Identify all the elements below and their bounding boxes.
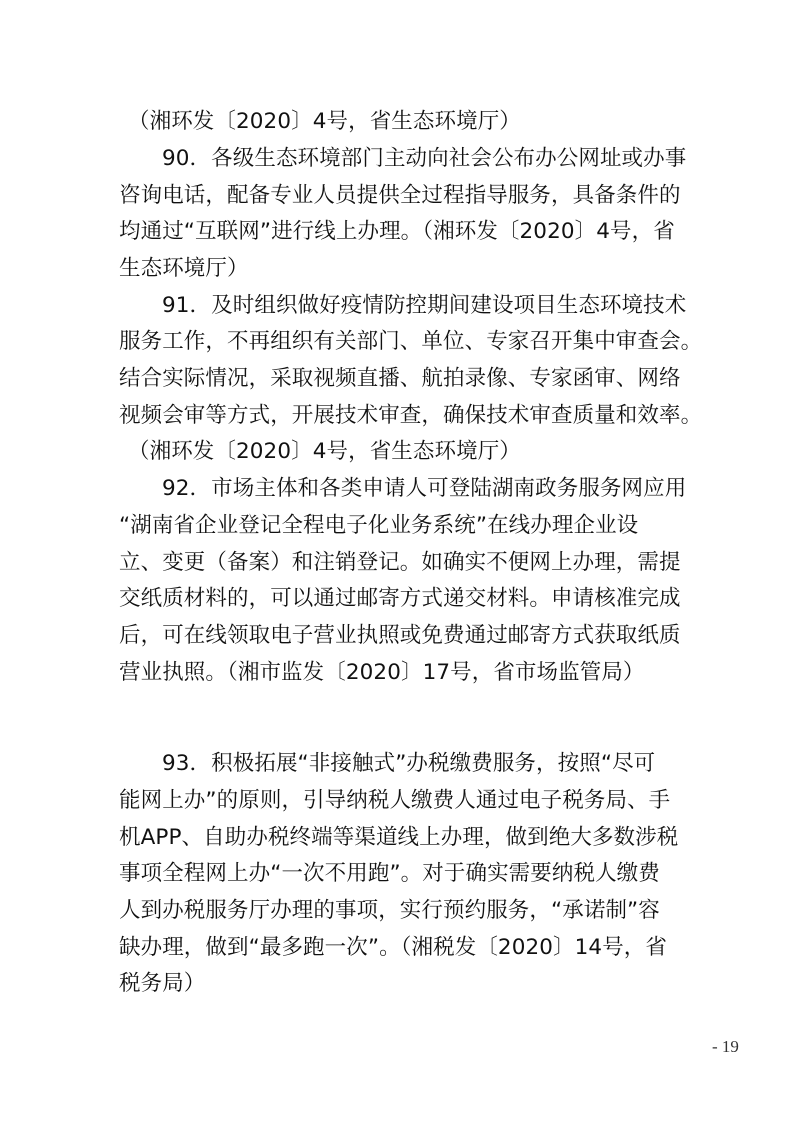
text-line: 后，可在线领取电子营业执照或免费通过邮寄方式获取纸质	[119, 623, 681, 648]
text-line: 均通过“互联网”进行线上办理。（湘环发〔2020〕4号，省	[119, 219, 675, 244]
text-line: 服务工作，不再组织有关部门、单位、专家召开集中审查会。	[119, 329, 703, 354]
text-line: 咨询电话，配备专业人员提供全过程指导服务，具备条件的	[119, 183, 681, 208]
text-line: （湘环发〔2020〕4号，省生态环境厅）	[128, 439, 521, 464]
text-line: 机APP、自助办税终端等渠道线上办理，做到绝大多数涉税	[119, 825, 679, 850]
text-line: 缺办理，做到“最多跑一次”。（湘税发〔2020〕14号，省	[119, 935, 668, 960]
text-line: 能网上办”的原则，引导纳税人缴费人通过电子税务局、手	[119, 788, 671, 813]
text-line: 生态环境厅）	[119, 256, 249, 281]
text-line: （湘环发〔2020〕4号，省生态环境厅）	[128, 109, 521, 134]
page-number: - 19	[712, 1037, 739, 1056]
text-line: 91．及时组织做好疫情防控期间建设项目生态环境技术	[162, 293, 687, 318]
text-line: 事项全程网上办“一次不用跑”。对于确实需要纳税人缴费	[119, 861, 660, 886]
text-line: 92．市场主体和各类申请人可登陆湖南政务服务网应用	[162, 476, 687, 501]
text-line: 人到办税服务厅办理的事项，实行预约服务，“承诺制”容	[119, 898, 660, 923]
text-line: 90．各级生态环境部门主动向社会公布办公网址或办事	[162, 146, 687, 171]
text-line: 93．积极拓展“非接触式”办税缴费服务，按照“尽可	[162, 751, 656, 776]
text-line: 结合实际情况，采取视频直播、航拍录像、专家函审、网络	[119, 366, 681, 391]
text-line: 视频会审等方式，开展技术审查，确保技术审查质量和效率。	[119, 403, 703, 428]
text-line: “湖南省企业登记全程电子化业务系统”在线办理企业设	[119, 513, 639, 538]
text-line: 营业执照。（湘市监发〔2020〕17号，省市场监管局）	[119, 660, 645, 685]
text-line: 交纸质材料的，可以通过邮寄方式递交材料。申请核准完成	[119, 586, 681, 611]
text-line: 税务局）	[119, 971, 206, 996]
text-line: 立、变更（备案）和注销登记。如确实不便网上办理，需提	[119, 550, 681, 575]
